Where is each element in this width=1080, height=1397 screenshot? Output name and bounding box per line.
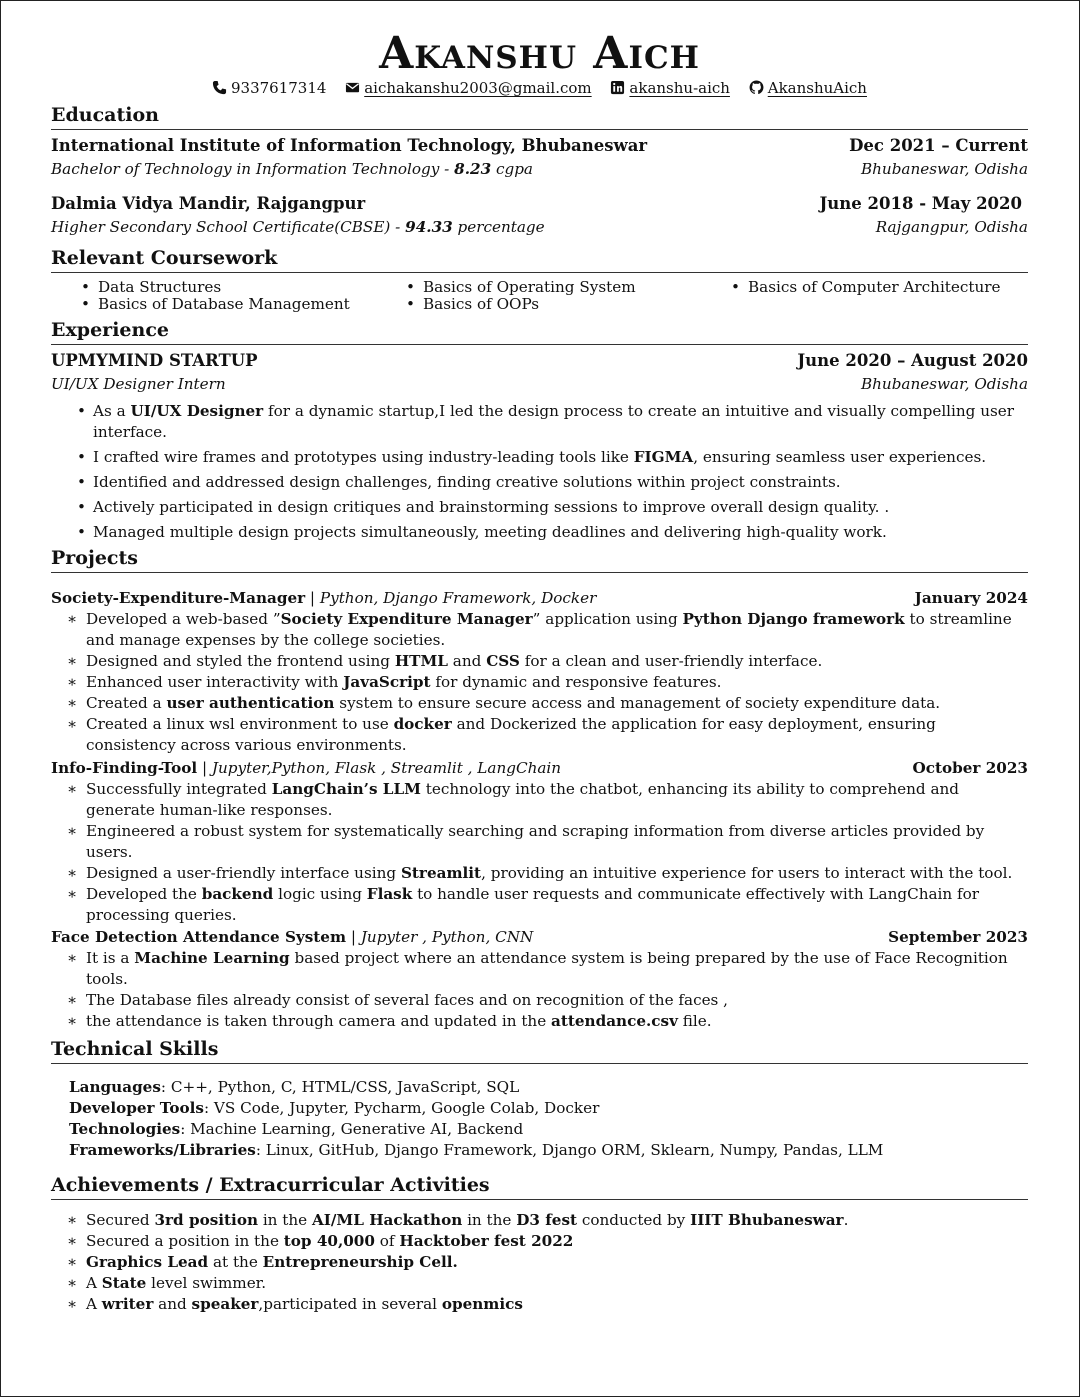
- list-item: [51, 714, 1028, 756]
- text: As a: [93, 402, 131, 420]
- phone-icon: [212, 80, 227, 95]
- candidate-name: Akanshu Aich: [379, 28, 700, 79]
- bold-text: user authentication: [166, 694, 335, 712]
- project-bullets: [51, 609, 1028, 756]
- cgpa-value: 8.23: [454, 160, 492, 178]
- text: to handle user requests and communicate effectively with LangChain for processing queries.: [86, 885, 980, 924]
- text: in the: [462, 1211, 517, 1229]
- project-header: [51, 927, 1028, 948]
- section-title-projects: Projects: [51, 547, 1028, 573]
- envelope-icon: [345, 80, 360, 95]
- phone-number: 9337617314: [231, 79, 327, 97]
- text: and: [447, 652, 487, 670]
- degree-text: Bachelor of Technology in Information Technology -: [51, 160, 455, 178]
- bold-text: openmics: [441, 1295, 523, 1313]
- text: Developed the: [86, 885, 202, 903]
- text: based project where an attendance system is being prepared by the use of Face Recognition tools.: [86, 949, 1008, 988]
- bold-text: speaker: [191, 1295, 259, 1313]
- github-item[interactable]: [749, 78, 867, 98]
- project-name: Face Detection Attendance System: [51, 928, 347, 946]
- text: for a clean and user-friendly interface.: [519, 652, 823, 670]
- degree: [51, 217, 545, 238]
- list-item: [51, 401, 1028, 443]
- list-item: • Actively participated in design critiques and brainstorming sessions to improve overall design quality. .: [51, 497, 1028, 518]
- skill-values: : Machine Learning, Generative AI, Backend: [180, 1120, 524, 1138]
- text: A: [86, 1274, 102, 1292]
- education-entry-header: [51, 193, 1028, 215]
- skill-row: [69, 1077, 1028, 1098]
- degree-text: Higher Secondary School Certificate(CBSE) -: [51, 218, 406, 236]
- text: of: [374, 1232, 400, 1250]
- list-item: [51, 1294, 1028, 1315]
- project-tech: Jupyter,Python, Flask , Streamlit , LangChain: [211, 759, 562, 777]
- bold-text: Graphics Lead: [86, 1253, 209, 1271]
- education-dates: Dec 2021 – Current: [849, 136, 1028, 155]
- school-name: Dalmia Vidya Mandir, Rajgangpur: [51, 194, 366, 213]
- text: Designed a user-friendly interface using: [86, 864, 401, 882]
- bold-text: Entrepreneurship Cell.: [262, 1253, 458, 1271]
- bold-text: Flask: [366, 885, 413, 903]
- project-entry: [51, 927, 1028, 1032]
- text: technology into the chatbot, enhancing its ability to comprehend and generate human-like responses.: [86, 780, 960, 819]
- email-item[interactable]: [345, 78, 591, 98]
- text: It is a: [86, 949, 135, 967]
- text: I crafted wire frames and prototypes using industry-leading tools like: [93, 448, 634, 466]
- text: conducted by: [577, 1211, 691, 1229]
- project-entry: [51, 588, 1028, 756]
- email-link[interactable]: aichakanshu2003@gmail.com: [364, 79, 592, 97]
- education-location: Rajgangpur, Odisha: [875, 218, 1028, 236]
- text: ” application using: [532, 610, 683, 628]
- list-item: [51, 447, 1028, 468]
- separator: |: [197, 759, 212, 777]
- list-item: [51, 884, 1028, 926]
- project-header: [51, 588, 1028, 609]
- section-title-skills: Technical Skills: [51, 1038, 1028, 1064]
- text: Secured a position in the: [86, 1232, 284, 1250]
- project-date: January 2024: [914, 589, 1028, 607]
- coursework-section: [51, 247, 1028, 313]
- text: ,participated in several: [258, 1295, 442, 1313]
- project-date: October 2023: [912, 759, 1028, 777]
- skills-list: [51, 1077, 1028, 1161]
- course-item: • Basics of Database Management: [79, 296, 404, 313]
- skill-label: Languages: [69, 1078, 161, 1096]
- bold-text: backend: [201, 885, 274, 903]
- list-item: [51, 1273, 1028, 1294]
- bold-text: Hacktober fest 2022: [399, 1232, 574, 1250]
- list-item: [51, 948, 1028, 990]
- coursework-list: [51, 279, 1028, 313]
- list-item: [51, 779, 1028, 821]
- text: file.: [677, 1012, 712, 1030]
- education-entry: [51, 135, 1028, 180]
- course-item: • Basics of OOPs: [404, 296, 729, 313]
- text: Created a: [86, 694, 167, 712]
- skills-section: [51, 1038, 1028, 1161]
- experience-header: [51, 350, 1028, 372]
- section-title-achievements: Achievements / Extracurricular Activities: [51, 1174, 1028, 1200]
- project-bullets: [51, 779, 1028, 926]
- project-bullets: [51, 948, 1028, 1032]
- list-item: ∗ Engineered a robust system for systematically searching and scraping information from diverse articles provided by users.: [51, 821, 1028, 863]
- text: Enhanced user interactivity with: [86, 673, 344, 691]
- linkedin-link[interactable]: akanshu-aich: [629, 79, 730, 97]
- text: for a dynamic startup,I led the design process to create an intuitive and visually compelling user interface.: [93, 402, 1015, 441]
- resume-page: [51, 30, 1028, 1315]
- text: at the: [208, 1253, 263, 1271]
- list-item: [51, 693, 1028, 714]
- separator: |: [305, 589, 320, 607]
- bold-text: IIIT Bhubaneswar: [690, 1211, 844, 1229]
- text: for dynamic and responsive features.: [430, 673, 722, 691]
- experience-bullets: [51, 401, 1028, 543]
- bold-text: Society Expenditure Manager: [280, 610, 533, 628]
- skill-row: [69, 1119, 1028, 1140]
- bold-text: CSS: [486, 652, 520, 670]
- list-item: [51, 1011, 1028, 1032]
- education-entry-sub: [51, 159, 1028, 180]
- percentage-value: 94.33: [405, 218, 453, 236]
- bold-text: 3rd position: [154, 1211, 258, 1229]
- education-section: [51, 104, 1028, 238]
- list-item: ∗ The Database files already consist of several faces and on recognition of the faces ,: [51, 990, 1028, 1011]
- bold-text: writer: [101, 1295, 154, 1313]
- bold-text: UI/UX Designer: [130, 402, 264, 420]
- contact-row: [51, 78, 1028, 98]
- text: Secured: [86, 1211, 155, 1229]
- list-item: [51, 1210, 1028, 1231]
- bold-text: State: [101, 1274, 147, 1292]
- score-unit: cgpa: [491, 160, 533, 178]
- text: A: [86, 1295, 102, 1313]
- bold-text: JavaScript: [343, 673, 431, 691]
- github-link[interactable]: AkanshuAich: [767, 79, 867, 97]
- list-item: [51, 1231, 1028, 1252]
- bold-text: Streamlit: [400, 864, 482, 882]
- project-title: [51, 588, 596, 609]
- projects-section: [51, 547, 1028, 1032]
- text: Developed a web-based ”: [86, 610, 281, 628]
- text: system to ensure secure access and management of society expenditure data.: [334, 694, 941, 712]
- text: , providing an intuitive experience for users to interact with the tool.: [481, 864, 1013, 882]
- text: and Dockerized the application for easy deployment, ensuring consistency across various environments.: [86, 715, 936, 754]
- list-item: [51, 1252, 1028, 1273]
- bold-text: FIGMA: [633, 448, 694, 466]
- github-icon: [749, 80, 764, 95]
- bold-text: Machine Learning: [134, 949, 290, 967]
- skill-row: [69, 1098, 1028, 1119]
- text: .: [843, 1211, 849, 1229]
- text: and: [153, 1295, 192, 1313]
- skill-values: : C++, Python, C, HTML/CSS, JavaScript, SQL: [160, 1078, 520, 1096]
- section-title-experience: Experience: [51, 319, 1028, 345]
- list-item: • Identified and addressed design challenges, finding creative solutions within project constraints.: [51, 472, 1028, 493]
- text: logic using: [273, 885, 367, 903]
- skill-label: Frameworks/Libraries: [69, 1141, 256, 1159]
- score-unit: percentage: [452, 218, 545, 236]
- bold-text: Python Django framework: [682, 610, 905, 628]
- text: the attendance is taken through camera and updated in the: [86, 1012, 552, 1030]
- project-title: [51, 758, 561, 779]
- education-entry: [51, 193, 1028, 238]
- bold-text: docker: [393, 715, 452, 733]
- bold-text: HTML: [394, 652, 448, 670]
- skill-row: [69, 1140, 1028, 1161]
- experience-sub: [51, 374, 1028, 395]
- degree: [51, 159, 533, 180]
- project-entry: [51, 758, 1028, 926]
- skill-label: Technologies: [69, 1120, 181, 1138]
- experience-section: [51, 319, 1028, 543]
- list-item: [51, 651, 1028, 672]
- project-name: Society-Expenditure-Manager: [51, 589, 306, 607]
- education-entry-header: [51, 135, 1028, 157]
- achievements-section: [51, 1174, 1028, 1315]
- project-name: Info-Finding-Tool: [51, 759, 198, 777]
- achievements-list: [51, 1210, 1028, 1315]
- company-name: UPMYMIND STARTUP: [51, 351, 258, 370]
- course-item: • Data Structures: [79, 279, 404, 296]
- text: , ensuring seamless user experiences.: [693, 448, 987, 466]
- list-item: • Managed multiple design projects simultaneously, meeting deadlines and delivering high-quality work.: [51, 522, 1028, 543]
- section-title-coursework: Relevant Coursework: [51, 247, 1028, 273]
- role-title: UI/UX Designer Intern: [51, 375, 226, 393]
- experience-location: Bhubaneswar, Odisha: [860, 375, 1028, 393]
- project-date: September 2023: [888, 928, 1028, 946]
- linkedin-item[interactable]: [610, 78, 730, 98]
- education-location: Bhubaneswar, Odisha: [860, 160, 1028, 178]
- education-entry-sub: [51, 217, 1028, 238]
- separator: |: [346, 928, 361, 946]
- bold-text: attendance.csv: [551, 1012, 678, 1030]
- bold-text: D3 fest: [516, 1211, 578, 1229]
- list-item: [51, 609, 1028, 651]
- project-header: [51, 758, 1028, 779]
- project-tech: Python, Django Framework, Docker: [319, 589, 597, 607]
- section-title-education: Education: [51, 104, 1028, 130]
- text: to streamline and manage expenses by the college societies.: [86, 610, 1012, 649]
- school-name: International Institute of Information Technology, Bhubaneswar: [51, 136, 648, 155]
- text: Successfully integrated: [86, 780, 272, 798]
- skill-values: : VS Code, Jupyter, Pycharm, Google Colab, Docker: [203, 1099, 600, 1117]
- bold-text: top 40,000: [283, 1232, 375, 1250]
- text: Created a linux wsl environment to use: [86, 715, 394, 733]
- phone-item: [212, 78, 326, 98]
- project-title: [51, 927, 533, 948]
- course-item: • Basics of Computer Architecture: [729, 279, 1056, 296]
- list-item: [51, 863, 1028, 884]
- education-dates: June 2018 - May 2020: [819, 194, 1022, 213]
- text: level swimmer.: [146, 1274, 267, 1292]
- list-item: [51, 672, 1028, 693]
- linkedin-icon: [610, 80, 625, 95]
- text: Designed and styled the frontend using: [86, 652, 395, 670]
- text: in the: [258, 1211, 312, 1229]
- skill-values: : Linux, GitHub, Django Framework, Django ORM, Sklearn, Numpy, Pandas, LLM: [255, 1141, 884, 1159]
- bold-text: AI/ML Hackathon: [312, 1211, 463, 1229]
- skill-label: Developer Tools: [69, 1099, 204, 1117]
- course-item: • Basics of Operating System: [404, 279, 729, 296]
- experience-dates: June 2020 – August 2020: [797, 351, 1028, 370]
- project-tech: Jupyter , Python, CNN: [360, 928, 534, 946]
- bold-text: LangChain’s LLM: [271, 780, 421, 798]
